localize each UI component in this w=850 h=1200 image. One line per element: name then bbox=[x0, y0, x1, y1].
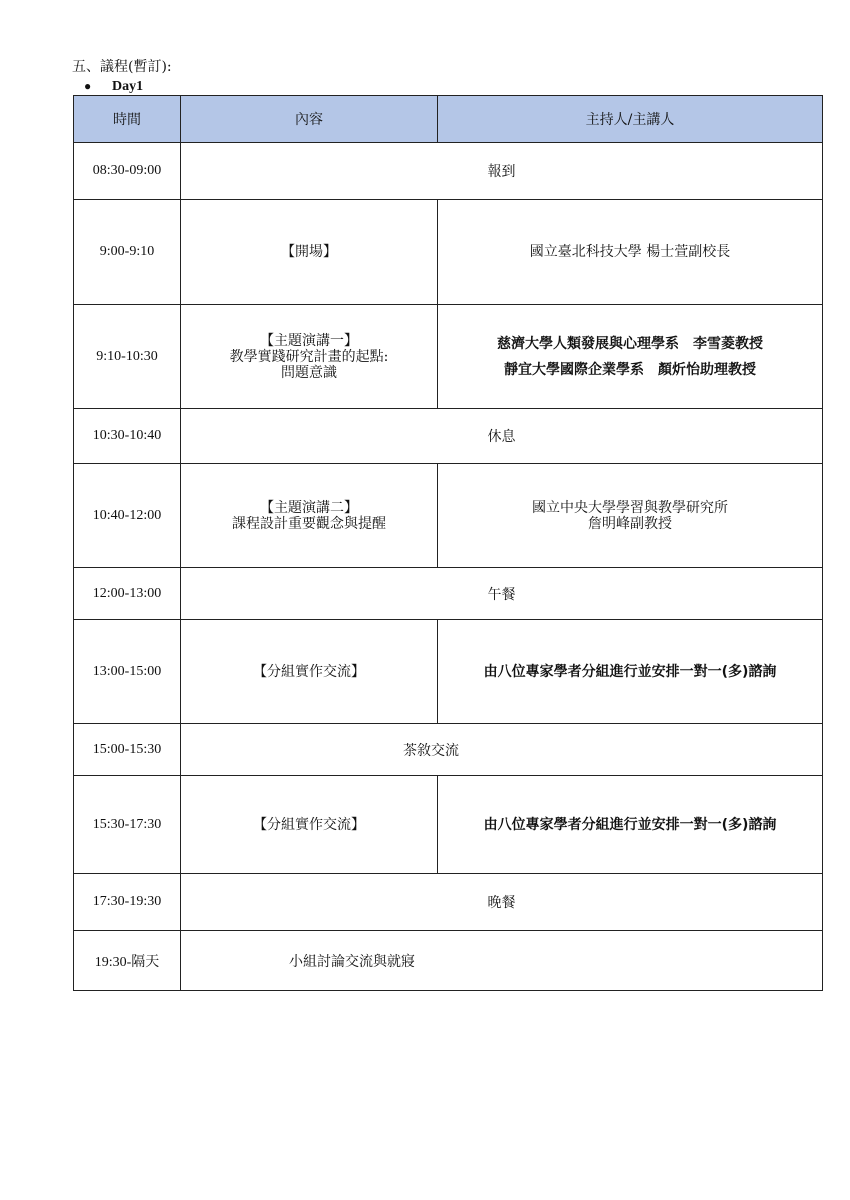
day-title: Day1 bbox=[112, 79, 144, 94]
day-label bbox=[84, 78, 143, 95]
host-line: 由八位專家學者分組進行並安排一對一(多)諮詢 bbox=[483, 663, 777, 680]
merged-cell: 休息 bbox=[181, 409, 823, 464]
time-cell: 10:40-12:00 bbox=[74, 464, 181, 568]
host-cell bbox=[438, 305, 823, 409]
table-row bbox=[74, 568, 823, 620]
host-line: 靜宜大學國際企業學系 顏炘怡助理教授 bbox=[504, 361, 756, 378]
time-cell: 08:30-09:00 bbox=[74, 143, 181, 200]
time-cell: 13:00-15:00 bbox=[74, 620, 181, 724]
host-line: 國立臺北科技大學 楊士萱副校長 bbox=[529, 244, 731, 260]
header-host: 主持人/主講人 bbox=[438, 96, 823, 143]
merged-cell: 小組討論交流與就寢 bbox=[181, 931, 823, 991]
bullet-icon: ● bbox=[84, 79, 92, 93]
table-row bbox=[74, 620, 823, 724]
table-row bbox=[74, 874, 823, 931]
table-row bbox=[74, 409, 823, 464]
table-row bbox=[74, 305, 823, 409]
table-row bbox=[74, 931, 823, 991]
host-line: 慈濟大學人類發展與心理學系 李雪菱教授 bbox=[497, 335, 763, 352]
host-line: 由八位專家學者分組進行並安排一對一(多)諮詢 bbox=[483, 816, 777, 833]
merged-cell: 午餐 bbox=[181, 568, 823, 620]
table-row bbox=[74, 143, 823, 200]
content-line: 【開場】 bbox=[281, 244, 337, 260]
content-line: 【主題演講二】 bbox=[260, 499, 358, 516]
table-row bbox=[74, 464, 823, 568]
merged-cell: 茶敘交流 bbox=[181, 724, 823, 776]
table-header-row bbox=[74, 96, 823, 143]
header-time: 時間 bbox=[74, 96, 181, 143]
content-line: 【主題演講一】 bbox=[260, 332, 358, 349]
time-cell: 10:30-10:40 bbox=[74, 409, 181, 464]
agenda-table bbox=[73, 95, 823, 991]
content-line: 教學實踐研究計畫的起點: bbox=[229, 348, 389, 365]
host-cell bbox=[438, 200, 823, 305]
content-line: 【分組實作交流】 bbox=[253, 663, 365, 680]
content-line: 【分組實作交流】 bbox=[253, 816, 365, 833]
content-cell bbox=[181, 464, 438, 568]
content-cell bbox=[181, 620, 438, 724]
merged-cell: 晚餐 bbox=[181, 874, 823, 931]
content-line: 問題意識 bbox=[281, 364, 337, 381]
time-cell: 12:00-13:00 bbox=[74, 568, 181, 620]
time-cell: 17:30-19:30 bbox=[74, 874, 181, 931]
host-cell bbox=[438, 620, 823, 724]
time-cell: 19:30-隔天 bbox=[74, 931, 181, 991]
host-cell bbox=[438, 776, 823, 874]
content-cell bbox=[181, 776, 438, 874]
time-cell: 9:10-10:30 bbox=[74, 305, 181, 409]
host-line: 國立中央大學學習與教學研究所 bbox=[532, 499, 728, 516]
host-cell bbox=[438, 464, 823, 568]
merged-cell: 報到 bbox=[181, 143, 823, 200]
time-cell: 15:30-17:30 bbox=[74, 776, 181, 874]
header-content: 內容 bbox=[181, 96, 438, 143]
table-row bbox=[74, 776, 823, 874]
time-cell: 9:00-9:10 bbox=[74, 200, 181, 305]
content-cell bbox=[181, 200, 438, 305]
content-line: 課程設計重要觀念與提醒 bbox=[232, 515, 386, 532]
time-cell: 15:00-15:30 bbox=[74, 724, 181, 776]
table-row bbox=[74, 724, 823, 776]
content-cell bbox=[181, 305, 438, 409]
agenda-heading: 五、議程(暫訂): bbox=[72, 59, 172, 75]
table-row bbox=[74, 200, 823, 305]
host-line: 詹明峰副教授 bbox=[588, 515, 672, 532]
